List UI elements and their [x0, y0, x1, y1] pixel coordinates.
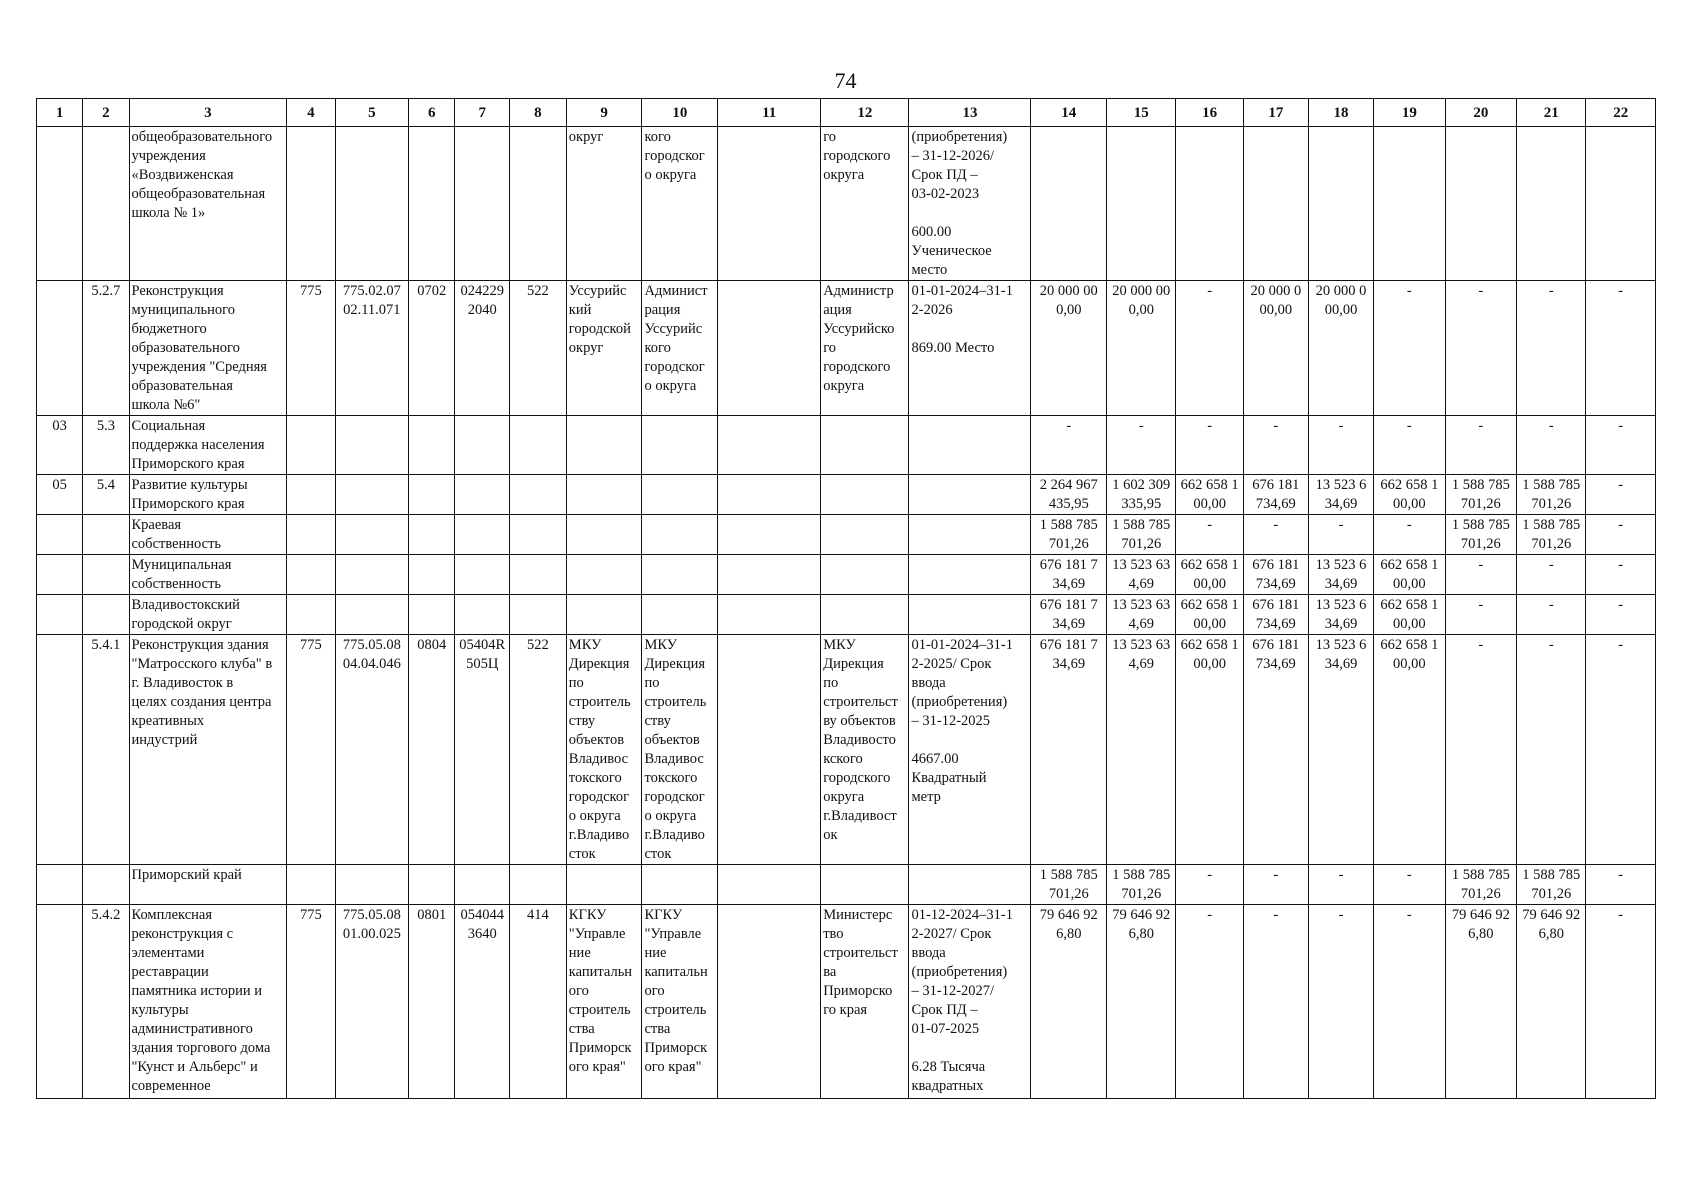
- cell-col-13: [909, 595, 1031, 635]
- cell-col-5: [335, 595, 409, 635]
- cell-col-5: [335, 515, 409, 555]
- cell-col-5: [335, 555, 409, 595]
- table-row: [37, 416, 1656, 475]
- cell-col-17: 20 000 0 00,00: [1243, 281, 1308, 416]
- budget-table: [36, 98, 1656, 1099]
- cell-col-1: [37, 635, 83, 865]
- cell-col-18: 13 523 6 34,69: [1308, 475, 1373, 515]
- cell-col-13: [909, 865, 1031, 905]
- cell-col-10: [642, 416, 718, 475]
- table-row: [37, 635, 1656, 865]
- cell-col-1: [37, 281, 83, 416]
- cell-col-13: [909, 555, 1031, 595]
- cell-col-5: [335, 865, 409, 905]
- cell-col-22: -: [1586, 475, 1656, 515]
- cell-col-3: Краевая собственность: [129, 515, 287, 555]
- cell-col-20: 1 588 785 701,26: [1445, 865, 1516, 905]
- table-row: [37, 475, 1656, 515]
- cell-col-3: Муниципальная собственность: [129, 555, 287, 595]
- cell-col-2: 5.4.2: [83, 905, 129, 1099]
- cell-col-22: -: [1586, 515, 1656, 555]
- cell-col-22: -: [1586, 905, 1656, 1099]
- cell-col-6: 0804: [409, 635, 455, 865]
- cell-col-4: [287, 416, 335, 475]
- column-header-15: 15: [1107, 99, 1176, 127]
- cell-col-20: -: [1445, 416, 1516, 475]
- cell-col-9: [566, 595, 642, 635]
- cell-col-22: -: [1586, 416, 1656, 475]
- cell-col-6: [409, 127, 455, 281]
- column-header-6: 6: [409, 99, 455, 127]
- column-header-13: 13: [909, 99, 1031, 127]
- cell-col-10: кого городског о округа: [642, 127, 718, 281]
- cell-col-22: -: [1586, 865, 1656, 905]
- column-header-18: 18: [1308, 99, 1373, 127]
- column-header-22: 22: [1586, 99, 1656, 127]
- cell-col-19: 662 658 1 00,00: [1374, 475, 1445, 515]
- cell-col-7: [455, 595, 510, 635]
- cell-col-22: -: [1586, 595, 1656, 635]
- cell-col-18: -: [1308, 905, 1373, 1099]
- header-row: [37, 99, 1656, 127]
- cell-col-19: -: [1374, 865, 1445, 905]
- cell-col-13: [909, 416, 1031, 475]
- cell-col-21: 1 588 785 701,26: [1517, 865, 1586, 905]
- cell-col-18: 13 523 6 34,69: [1308, 595, 1373, 635]
- cell-col-14: [1031, 127, 1107, 281]
- cell-col-16: -: [1176, 416, 1243, 475]
- cell-col-15: -: [1107, 416, 1176, 475]
- cell-col-3: Комплексная реконструкция с элементами реставрации памятника истории и культуры административного здания торгового дома "Кунст и Альберс" и современное: [129, 905, 287, 1099]
- cell-col-1: [37, 905, 83, 1099]
- cell-col-2: [83, 555, 129, 595]
- cell-col-5: 775.05.08 01.00.025: [335, 905, 409, 1099]
- cell-col-19: -: [1374, 281, 1445, 416]
- cell-col-11: [718, 281, 821, 416]
- cell-col-20: [1445, 127, 1516, 281]
- cell-col-19: -: [1374, 515, 1445, 555]
- cell-col-18: 13 523 6 34,69: [1308, 555, 1373, 595]
- cell-col-16: 662 658 1 00,00: [1176, 475, 1243, 515]
- cell-col-6: [409, 865, 455, 905]
- cell-col-8: [510, 475, 567, 515]
- cell-col-21: -: [1517, 416, 1586, 475]
- cell-col-4: 775: [287, 635, 335, 865]
- cell-col-6: 0801: [409, 905, 455, 1099]
- cell-col-2: [83, 127, 129, 281]
- cell-col-18: [1308, 127, 1373, 281]
- cell-col-4: [287, 127, 335, 281]
- cell-col-8: 522: [510, 635, 567, 865]
- cell-col-16: -: [1176, 905, 1243, 1099]
- cell-col-19: 662 658 1 00,00: [1374, 555, 1445, 595]
- cell-col-21: 1 588 785 701,26: [1517, 475, 1586, 515]
- cell-col-11: [718, 416, 821, 475]
- table-row: [37, 555, 1656, 595]
- cell-col-14: 676 181 7 34,69: [1031, 595, 1107, 635]
- cell-col-4: [287, 515, 335, 555]
- cell-col-3: Реконструкция муниципального бюджетного образовательного учреждения "Средняя образовательная школа №6": [129, 281, 287, 416]
- cell-col-6: [409, 515, 455, 555]
- cell-col-20: 1 588 785 701,26: [1445, 475, 1516, 515]
- cell-col-16: 662 658 1 00,00: [1176, 555, 1243, 595]
- cell-col-9: [566, 865, 642, 905]
- column-header-1: 1: [37, 99, 83, 127]
- cell-col-19: -: [1374, 905, 1445, 1099]
- cell-col-4: [287, 865, 335, 905]
- cell-col-14: -: [1031, 416, 1107, 475]
- cell-col-9: округ: [566, 127, 642, 281]
- cell-col-15: 20 000 00 0,00: [1107, 281, 1176, 416]
- cell-col-7: [455, 555, 510, 595]
- column-header-17: 17: [1243, 99, 1308, 127]
- cell-col-8: [510, 865, 567, 905]
- cell-col-13: [909, 475, 1031, 515]
- cell-col-2: [83, 595, 129, 635]
- cell-col-3: Социальная поддержка населения Приморского края: [129, 416, 287, 475]
- cell-col-4: [287, 555, 335, 595]
- cell-col-19: 662 658 1 00,00: [1374, 595, 1445, 635]
- table-row: [37, 865, 1656, 905]
- cell-col-21: 1 588 785 701,26: [1517, 515, 1586, 555]
- cell-col-8: [510, 595, 567, 635]
- table-row: [37, 127, 1656, 281]
- cell-col-14: 79 646 92 6,80: [1031, 905, 1107, 1099]
- cell-col-11: [718, 555, 821, 595]
- cell-col-19: -: [1374, 416, 1445, 475]
- cell-col-2: 5.4: [83, 475, 129, 515]
- cell-col-14: 1 588 785 701,26: [1031, 865, 1107, 905]
- cell-col-10: [642, 475, 718, 515]
- column-header-5: 5: [335, 99, 409, 127]
- cell-col-11: [718, 127, 821, 281]
- cell-col-12: МКУ Дирекция по строительст ву объектов Владивосто кского городского округа г.Владивост ок: [821, 635, 909, 865]
- cell-col-2: 5.2.7: [83, 281, 129, 416]
- cell-col-22: -: [1586, 555, 1656, 595]
- table-body: [37, 127, 1656, 1099]
- cell-col-9: [566, 475, 642, 515]
- cell-col-7: [455, 515, 510, 555]
- cell-col-16: [1176, 127, 1243, 281]
- table-row: [37, 905, 1656, 1099]
- cell-col-10: [642, 595, 718, 635]
- cell-col-19: 662 658 1 00,00: [1374, 635, 1445, 865]
- cell-col-16: -: [1176, 281, 1243, 416]
- cell-col-12: [821, 416, 909, 475]
- column-header-20: 20: [1445, 99, 1516, 127]
- cell-col-17: -: [1243, 905, 1308, 1099]
- cell-col-7: 024229 2040: [455, 281, 510, 416]
- cell-col-17: 676 181 734,69: [1243, 595, 1308, 635]
- column-header-2: 2: [83, 99, 129, 127]
- column-header-11: 11: [718, 99, 821, 127]
- cell-col-2: 5.3: [83, 416, 129, 475]
- cell-col-13: [909, 515, 1031, 555]
- cell-col-3: Приморский край: [129, 865, 287, 905]
- cell-col-6: 0702: [409, 281, 455, 416]
- cell-col-20: -: [1445, 555, 1516, 595]
- column-header-16: 16: [1176, 99, 1243, 127]
- cell-col-6: [409, 595, 455, 635]
- column-header-19: 19: [1374, 99, 1445, 127]
- cell-col-13: 01-01-2024–31-1 2-2025/ Срок ввода (приобретения) – 31-12-2025 4667.00 Квадратный метр: [909, 635, 1031, 865]
- cell-col-15: 1 588 785 701,26: [1107, 865, 1176, 905]
- cell-col-10: КГКУ "Управле ние капитальн ого строитель ства Приморск ого края": [642, 905, 718, 1099]
- cell-col-15: 1 602 309 335,95: [1107, 475, 1176, 515]
- cell-col-1: 05: [37, 475, 83, 515]
- cell-col-8: [510, 416, 567, 475]
- cell-col-3: Владивостокский городской округ: [129, 595, 287, 635]
- cell-col-22: -: [1586, 281, 1656, 416]
- cell-col-9: Уссурийс кий городской округ: [566, 281, 642, 416]
- column-header-14: 14: [1031, 99, 1107, 127]
- table-row: [37, 281, 1656, 416]
- column-header-3: 3: [129, 99, 287, 127]
- cell-col-21: -: [1517, 281, 1586, 416]
- cell-col-5: 775.05.08 04.04.046: [335, 635, 409, 865]
- cell-col-1: [37, 127, 83, 281]
- column-header-9: 9: [566, 99, 642, 127]
- cell-col-5: [335, 475, 409, 515]
- cell-col-17: 676 181 734,69: [1243, 475, 1308, 515]
- cell-col-1: [37, 515, 83, 555]
- cell-col-22: -: [1586, 635, 1656, 865]
- cell-col-18: -: [1308, 515, 1373, 555]
- cell-col-17: -: [1243, 416, 1308, 475]
- cell-col-21: -: [1517, 595, 1586, 635]
- column-header-4: 4: [287, 99, 335, 127]
- cell-col-20: -: [1445, 595, 1516, 635]
- cell-col-11: [718, 635, 821, 865]
- cell-col-12: [821, 865, 909, 905]
- cell-col-16: 662 658 1 00,00: [1176, 635, 1243, 865]
- cell-col-11: [718, 865, 821, 905]
- cell-col-21: 79 646 92 6,80: [1517, 905, 1586, 1099]
- cell-col-15: 79 646 92 6,80: [1107, 905, 1176, 1099]
- cell-col-11: [718, 905, 821, 1099]
- column-header-7: 7: [455, 99, 510, 127]
- cell-col-12: го городского округа: [821, 127, 909, 281]
- cell-col-12: Министерс тво строительст ва Приморско го края: [821, 905, 909, 1099]
- cell-col-18: -: [1308, 416, 1373, 475]
- cell-col-11: [718, 515, 821, 555]
- cell-col-9: МКУ Дирекция по строитель ству объектов Владивос токского городског о округа г.Владиво сток: [566, 635, 642, 865]
- column-header-12: 12: [821, 99, 909, 127]
- cell-col-11: [718, 595, 821, 635]
- cell-col-13: (приобретения) – 31-12-2026/ Срок ПД – 03-02-2023 600.00 Ученическое место: [909, 127, 1031, 281]
- cell-col-15: 1 588 785 701,26: [1107, 515, 1176, 555]
- cell-col-15: 13 523 63 4,69: [1107, 595, 1176, 635]
- cell-col-17: 676 181 734,69: [1243, 635, 1308, 865]
- cell-col-15: 13 523 63 4,69: [1107, 555, 1176, 595]
- cell-col-4: [287, 475, 335, 515]
- cell-col-12: Администр ация Уссурийско го городского округа: [821, 281, 909, 416]
- cell-col-18: 20 000 0 00,00: [1308, 281, 1373, 416]
- cell-col-17: [1243, 127, 1308, 281]
- cell-col-9: [566, 555, 642, 595]
- cell-col-1: [37, 865, 83, 905]
- cell-col-7: [455, 416, 510, 475]
- cell-col-2: 5.4.1: [83, 635, 129, 865]
- cell-col-14: 2 264 967 435,95: [1031, 475, 1107, 515]
- cell-col-10: [642, 865, 718, 905]
- cell-col-16: -: [1176, 865, 1243, 905]
- cell-col-8: 414: [510, 905, 567, 1099]
- cell-col-15: [1107, 127, 1176, 281]
- cell-col-10: [642, 515, 718, 555]
- cell-col-19: [1374, 127, 1445, 281]
- cell-col-21: -: [1517, 635, 1586, 865]
- cell-col-14: 1 588 785 701,26: [1031, 515, 1107, 555]
- cell-col-17: -: [1243, 865, 1308, 905]
- cell-col-10: [642, 555, 718, 595]
- cell-col-2: [83, 865, 129, 905]
- cell-col-11: [718, 475, 821, 515]
- cell-col-3: Развитие культуры Приморского края: [129, 475, 287, 515]
- cell-col-4: [287, 595, 335, 635]
- table-row: [37, 595, 1656, 635]
- cell-col-2: [83, 515, 129, 555]
- cell-col-7: [455, 865, 510, 905]
- cell-col-5: 775.02.07 02.11.071: [335, 281, 409, 416]
- cell-col-6: [409, 475, 455, 515]
- column-header-21: 21: [1517, 99, 1586, 127]
- cell-col-16: 662 658 1 00,00: [1176, 595, 1243, 635]
- cell-col-4: 775: [287, 281, 335, 416]
- cell-col-8: [510, 515, 567, 555]
- table-row: [37, 515, 1656, 555]
- cell-col-10: Админист рация Уссурийс кого городског о округа: [642, 281, 718, 416]
- cell-col-9: КГКУ "Управле ние капитальн ого строитель ства Приморск ого края": [566, 905, 642, 1099]
- cell-col-15: 13 523 63 4,69: [1107, 635, 1176, 865]
- cell-col-4: 775: [287, 905, 335, 1099]
- cell-col-1: [37, 595, 83, 635]
- cell-col-3: общеобразовательного учреждения «Воздвиженская общеобразовательная школа № 1»: [129, 127, 287, 281]
- cell-col-5: [335, 127, 409, 281]
- cell-col-8: [510, 555, 567, 595]
- cell-col-8: 522: [510, 281, 567, 416]
- cell-col-21: -: [1517, 555, 1586, 595]
- cell-col-3: Реконструкция здания "Матросского клуба" в г. Владивосток в целях создания центра креативных индустрий: [129, 635, 287, 865]
- cell-col-1: [37, 555, 83, 595]
- cell-col-8: [510, 127, 567, 281]
- column-header-10: 10: [642, 99, 718, 127]
- cell-col-20: -: [1445, 635, 1516, 865]
- cell-col-20: 1 588 785 701,26: [1445, 515, 1516, 555]
- cell-col-16: -: [1176, 515, 1243, 555]
- cell-col-1: 03: [37, 416, 83, 475]
- cell-col-17: -: [1243, 515, 1308, 555]
- cell-col-12: [821, 475, 909, 515]
- cell-col-12: [821, 555, 909, 595]
- page-number: 74: [834, 68, 857, 93]
- cell-col-13: 01-01-2024–31-1 2-2026 869.00 Место: [909, 281, 1031, 416]
- cell-col-14: 676 181 7 34,69: [1031, 635, 1107, 865]
- cell-col-17: 676 181 734,69: [1243, 555, 1308, 595]
- cell-col-14: 676 181 7 34,69: [1031, 555, 1107, 595]
- cell-col-12: [821, 595, 909, 635]
- cell-col-9: [566, 515, 642, 555]
- cell-col-21: [1517, 127, 1586, 281]
- cell-col-7: 05404R 505Ц: [455, 635, 510, 865]
- cell-col-6: [409, 555, 455, 595]
- cell-col-20: -: [1445, 281, 1516, 416]
- column-header-8: 8: [510, 99, 567, 127]
- cell-col-14: 20 000 00 0,00: [1031, 281, 1107, 416]
- cell-col-10: МКУ Дирекция по строитель ству объектов Владивос токского городског о округа г.Владиво сток: [642, 635, 718, 865]
- cell-col-7: [455, 127, 510, 281]
- cell-col-5: [335, 416, 409, 475]
- cell-col-18: 13 523 6 34,69: [1308, 635, 1373, 865]
- cell-col-13: 01-12-2024–31-1 2-2027/ Срок ввода (приобретения) – 31-12-2027/ Срок ПД – 01-07-2025 6.28 Тысяча квадратных: [909, 905, 1031, 1099]
- cell-col-7: [455, 475, 510, 515]
- cell-col-20: 79 646 92 6,80: [1445, 905, 1516, 1099]
- cell-col-7: 054044 3640: [455, 905, 510, 1099]
- cell-col-6: [409, 416, 455, 475]
- cell-col-12: [821, 515, 909, 555]
- cell-col-18: -: [1308, 865, 1373, 905]
- cell-col-22: [1586, 127, 1656, 281]
- cell-col-9: [566, 416, 642, 475]
